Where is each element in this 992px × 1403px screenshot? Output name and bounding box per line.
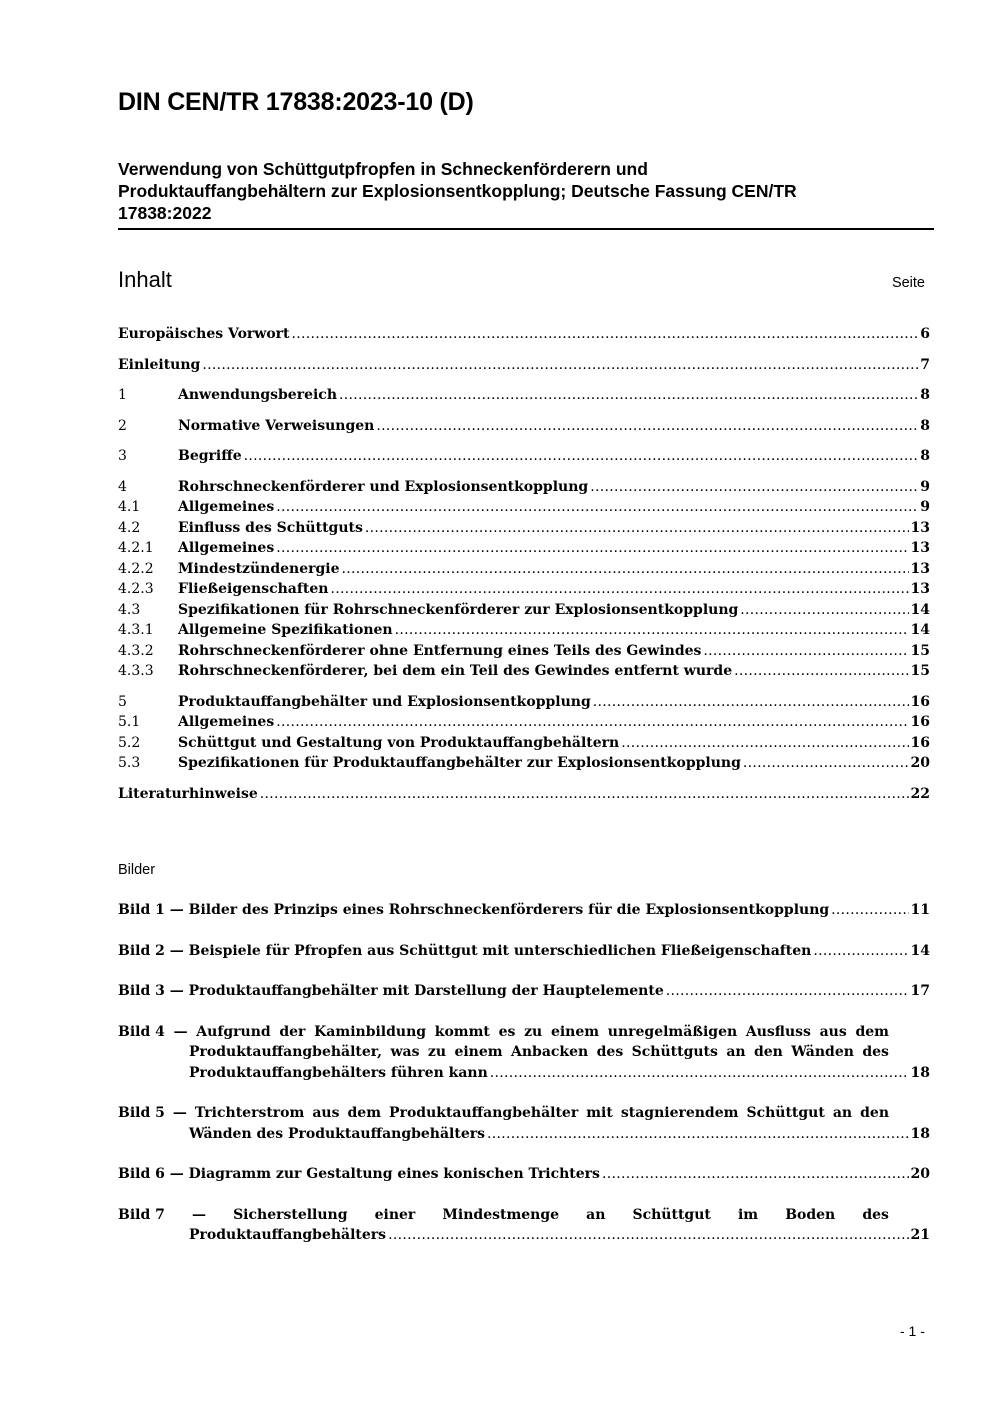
toc-entry[interactable]	[118, 538, 930, 559]
toc-leader	[244, 446, 919, 467]
toc-entry[interactable]	[118, 733, 930, 754]
toc-entry-page: 8	[920, 387, 930, 403]
toc-leader	[831, 900, 908, 921]
figures-heading: Bilder	[118, 862, 156, 878]
toc-entry-number: 4.2.2	[118, 560, 154, 577]
toc-entry[interactable]	[118, 692, 930, 713]
toc-entry-number: 5.1	[118, 714, 141, 730]
document-id: DIN CEN/TR 17838:2023-10 (D)	[118, 88, 474, 116]
toc-entry-number: 1	[118, 387, 127, 403]
toc-entry[interactable]	[118, 579, 930, 600]
figure-entry-line: Bild 4 — Aufgrund der Kaminbildung kommt es zu einem unregelmäßigen Ausfluss aus dem	[118, 1023, 889, 1040]
toc-entry-number: 4.3.2	[118, 642, 154, 659]
toc-leader	[330, 579, 908, 600]
figure-entry[interactable]	[118, 981, 930, 1002]
toc-entry-page: 14	[910, 601, 930, 618]
subtitle-rule	[118, 228, 934, 230]
toc-entry-page: 6	[920, 326, 930, 342]
toc-entry-page: 13	[910, 540, 930, 556]
figure-entry-title: Produktauffangbehälters	[189, 1227, 387, 1243]
table-of-contents	[118, 324, 930, 804]
figure-entry-page: 20	[910, 1166, 930, 1182]
toc-leader	[276, 497, 918, 518]
figure-entry[interactable]	[118, 1103, 930, 1144]
figure-entry-title: Bild 6 — Diagramm zur Gestaltung eines konischen Trichters	[118, 1166, 600, 1182]
toc-entry-number: 5	[118, 693, 127, 710]
toc-leader	[602, 1164, 909, 1185]
toc-leader	[342, 559, 909, 580]
toc-entry-page: 8	[920, 448, 930, 464]
toc-entry[interactable]	[118, 641, 930, 662]
toc-leader	[621, 733, 908, 754]
toc-leader	[813, 941, 908, 962]
figure-entry-line: Bild 7 — Sicherstellung einer Mindestmenge an Schüttgut im Boden des	[118, 1206, 889, 1223]
toc-entry-number: 4	[118, 478, 127, 495]
toc-heading: Inhalt	[118, 267, 172, 292]
subtitle-line: Verwendung von Schüttgutpfropfen in Schneckenförderern und	[118, 159, 648, 179]
toc-entry[interactable]	[118, 477, 930, 498]
toc-entry-page: 13	[910, 581, 930, 597]
toc-entry-page: 13	[910, 519, 930, 536]
toc-entry[interactable]	[118, 355, 930, 376]
toc-entry-number: 2	[118, 417, 127, 434]
toc-entry-page: 15	[910, 642, 930, 659]
toc-entry-page: 20	[910, 755, 930, 771]
toc-entry-number: 4.2	[118, 519, 141, 536]
toc-entry-title: Normative Verweisungen	[178, 417, 375, 434]
toc-entry[interactable]	[118, 518, 930, 539]
toc-leader	[276, 712, 908, 733]
toc-entry[interactable]	[118, 661, 930, 682]
toc-entry-title: Allgemeines	[178, 499, 275, 515]
page-number: - 1 -	[900, 1323, 925, 1339]
figure-entry-title: Bild 3 — Produktauffangbehälter mit Darstellung der Hauptelemente	[118, 983, 664, 999]
toc-entry[interactable]	[118, 559, 930, 580]
toc-entry[interactable]	[118, 620, 930, 641]
toc-leader	[734, 661, 908, 682]
figure-entry-page: 11	[910, 902, 930, 918]
toc-entry-title: Fließeigenschaften	[178, 581, 329, 597]
figure-entry-title: Bild 2 — Beispiele für Pfropfen aus Schüttgut mit unterschiedlichen Fließeigenschaften	[118, 942, 812, 959]
toc-leader	[666, 981, 909, 1002]
toc-entry-title: Allgemeines	[178, 540, 275, 556]
toc-entry-title: Einfluss des Schüttguts	[178, 519, 363, 536]
toc-leader	[743, 753, 909, 774]
toc-entry-title: Schüttgut und Gestaltung von Produktauffangbehältern	[178, 734, 620, 751]
toc-entry-title: Allgemeines	[178, 714, 275, 730]
toc-entry[interactable]	[118, 753, 930, 774]
toc-entry-page: 15	[910, 663, 930, 679]
toc-entry-page: 9	[920, 499, 930, 515]
toc-entry-number: 5.2	[118, 734, 141, 751]
toc-entry-number: 4.2.1	[118, 540, 154, 556]
toc-entry-number: 4.2.3	[118, 581, 154, 597]
toc-entry[interactable]	[118, 600, 930, 621]
toc-entry[interactable]	[118, 712, 930, 733]
toc-entry-number: 4.3	[118, 601, 141, 618]
toc-entry-title: Europäisches Vorwort	[118, 326, 290, 342]
toc-leader	[590, 477, 918, 498]
toc-entry-page: 8	[920, 417, 930, 434]
figure-entry-page: 21	[910, 1227, 930, 1243]
toc-entry-number: 5.3	[118, 755, 141, 771]
toc-leader	[487, 1124, 909, 1145]
toc-entry[interactable]	[118, 416, 930, 437]
figure-entry[interactable]	[118, 1205, 930, 1246]
subtitle-line: Produktauffangbehältern zur Explosionsentkopplung; Deutsche Fassung CEN/TR	[118, 181, 797, 201]
toc-leader	[388, 1225, 908, 1246]
figure-entry-page: 17	[910, 983, 930, 999]
figure-entry-page: 18	[910, 1125, 930, 1142]
toc-leader	[339, 385, 918, 406]
toc-entry-title: Mindestzündenergie	[178, 560, 340, 577]
toc-entry-number: 4.3.1	[118, 622, 154, 638]
toc-entry-number: 3	[118, 448, 127, 464]
toc-entry-number: 4.3.3	[118, 663, 154, 679]
toc-entry-title: Literaturhinweise	[118, 785, 258, 802]
toc-entry-title: Rohrschneckenförderer ohne Entfernung eines Teils des Gewindes	[178, 642, 702, 659]
toc-entry-title: Allgemeine Spezifikationen	[178, 622, 393, 638]
toc-entry-page: 14	[910, 622, 930, 638]
figure-entry-page: 14	[910, 942, 930, 959]
figure-entry-title: Bild 1 — Bilder des Prinzips eines Rohrschneckenförderers für die Explosionsentkopplung	[118, 902, 830, 918]
figure-entry[interactable]	[118, 1022, 930, 1084]
toc-leader	[376, 416, 918, 437]
figure-entry-line: Bild 5 — Trichterstrom aus dem Produktauffangbehälter mit stagnierendem Schüttgut an den	[118, 1105, 889, 1121]
figure-entry[interactable]	[118, 1164, 930, 1185]
toc-leader	[740, 600, 908, 621]
toc-leader	[703, 641, 908, 662]
toc-entry-number: 4.1	[118, 499, 141, 515]
toc-entry-page: 16	[910, 693, 930, 710]
toc-leader	[490, 1063, 909, 1084]
toc-leader	[365, 518, 909, 539]
toc-leader	[292, 324, 919, 345]
toc-entry-page: 13	[910, 560, 930, 577]
figure-entry-page: 18	[910, 1064, 930, 1081]
toc-leader	[260, 784, 909, 805]
toc-entry-title: Rohrschneckenförderer, bei dem ein Teil des Gewindes entfernt wurde	[178, 663, 733, 679]
toc-leader	[395, 620, 909, 641]
figure-entry-title: Produktauffangbehälters führen kann	[189, 1064, 488, 1081]
figure-entry-line: Produktauffangbehälter, was zu einem Anbacken des Schüttguts an den Wänden des	[189, 1044, 889, 1060]
figure-entry-title: Wänden des Produktauffangbehälters	[189, 1125, 486, 1142]
toc-leader	[276, 538, 908, 559]
toc-leader	[593, 692, 909, 713]
toc-entry-title: Einleitung	[118, 356, 201, 373]
toc-leader	[202, 355, 918, 376]
toc-entry[interactable]	[118, 497, 930, 518]
toc-entry-page: 16	[910, 714, 930, 730]
list-of-figures	[118, 900, 930, 1266]
toc-entry[interactable]	[118, 385, 930, 406]
toc-page-label: Seite	[891, 275, 925, 291]
toc-entry-page: 7	[920, 356, 930, 373]
figure-entry[interactable]	[118, 900, 930, 921]
toc-entry-title: Spezifikationen für Produktauffangbehälter zur Explosionsentkopplung	[178, 755, 741, 771]
subtitle-line: 17838:2022	[118, 203, 212, 223]
toc-entry-title: Produktauffangbehälter und Explosionsentkopplung	[178, 693, 591, 710]
toc-entry-page: 22	[910, 785, 930, 802]
toc-entry-title: Begriffe	[178, 448, 242, 464]
figure-entry[interactable]	[118, 941, 930, 962]
document-subtitle	[118, 158, 933, 224]
toc-entry-page: 16	[910, 734, 930, 751]
toc-entry-title: Anwendungsbereich	[178, 387, 337, 403]
toc-entry-title: Rohrschneckenförderer und Explosionsentkopplung	[178, 478, 589, 495]
toc-entry[interactable]	[118, 446, 930, 467]
toc-entry-title: Spezifikationen für Rohrschneckenförderer zur Explosionsentkopplung	[178, 601, 739, 618]
toc-entry[interactable]	[118, 324, 930, 345]
toc-entry[interactable]	[118, 784, 930, 805]
toc-entry-page: 9	[920, 478, 930, 495]
